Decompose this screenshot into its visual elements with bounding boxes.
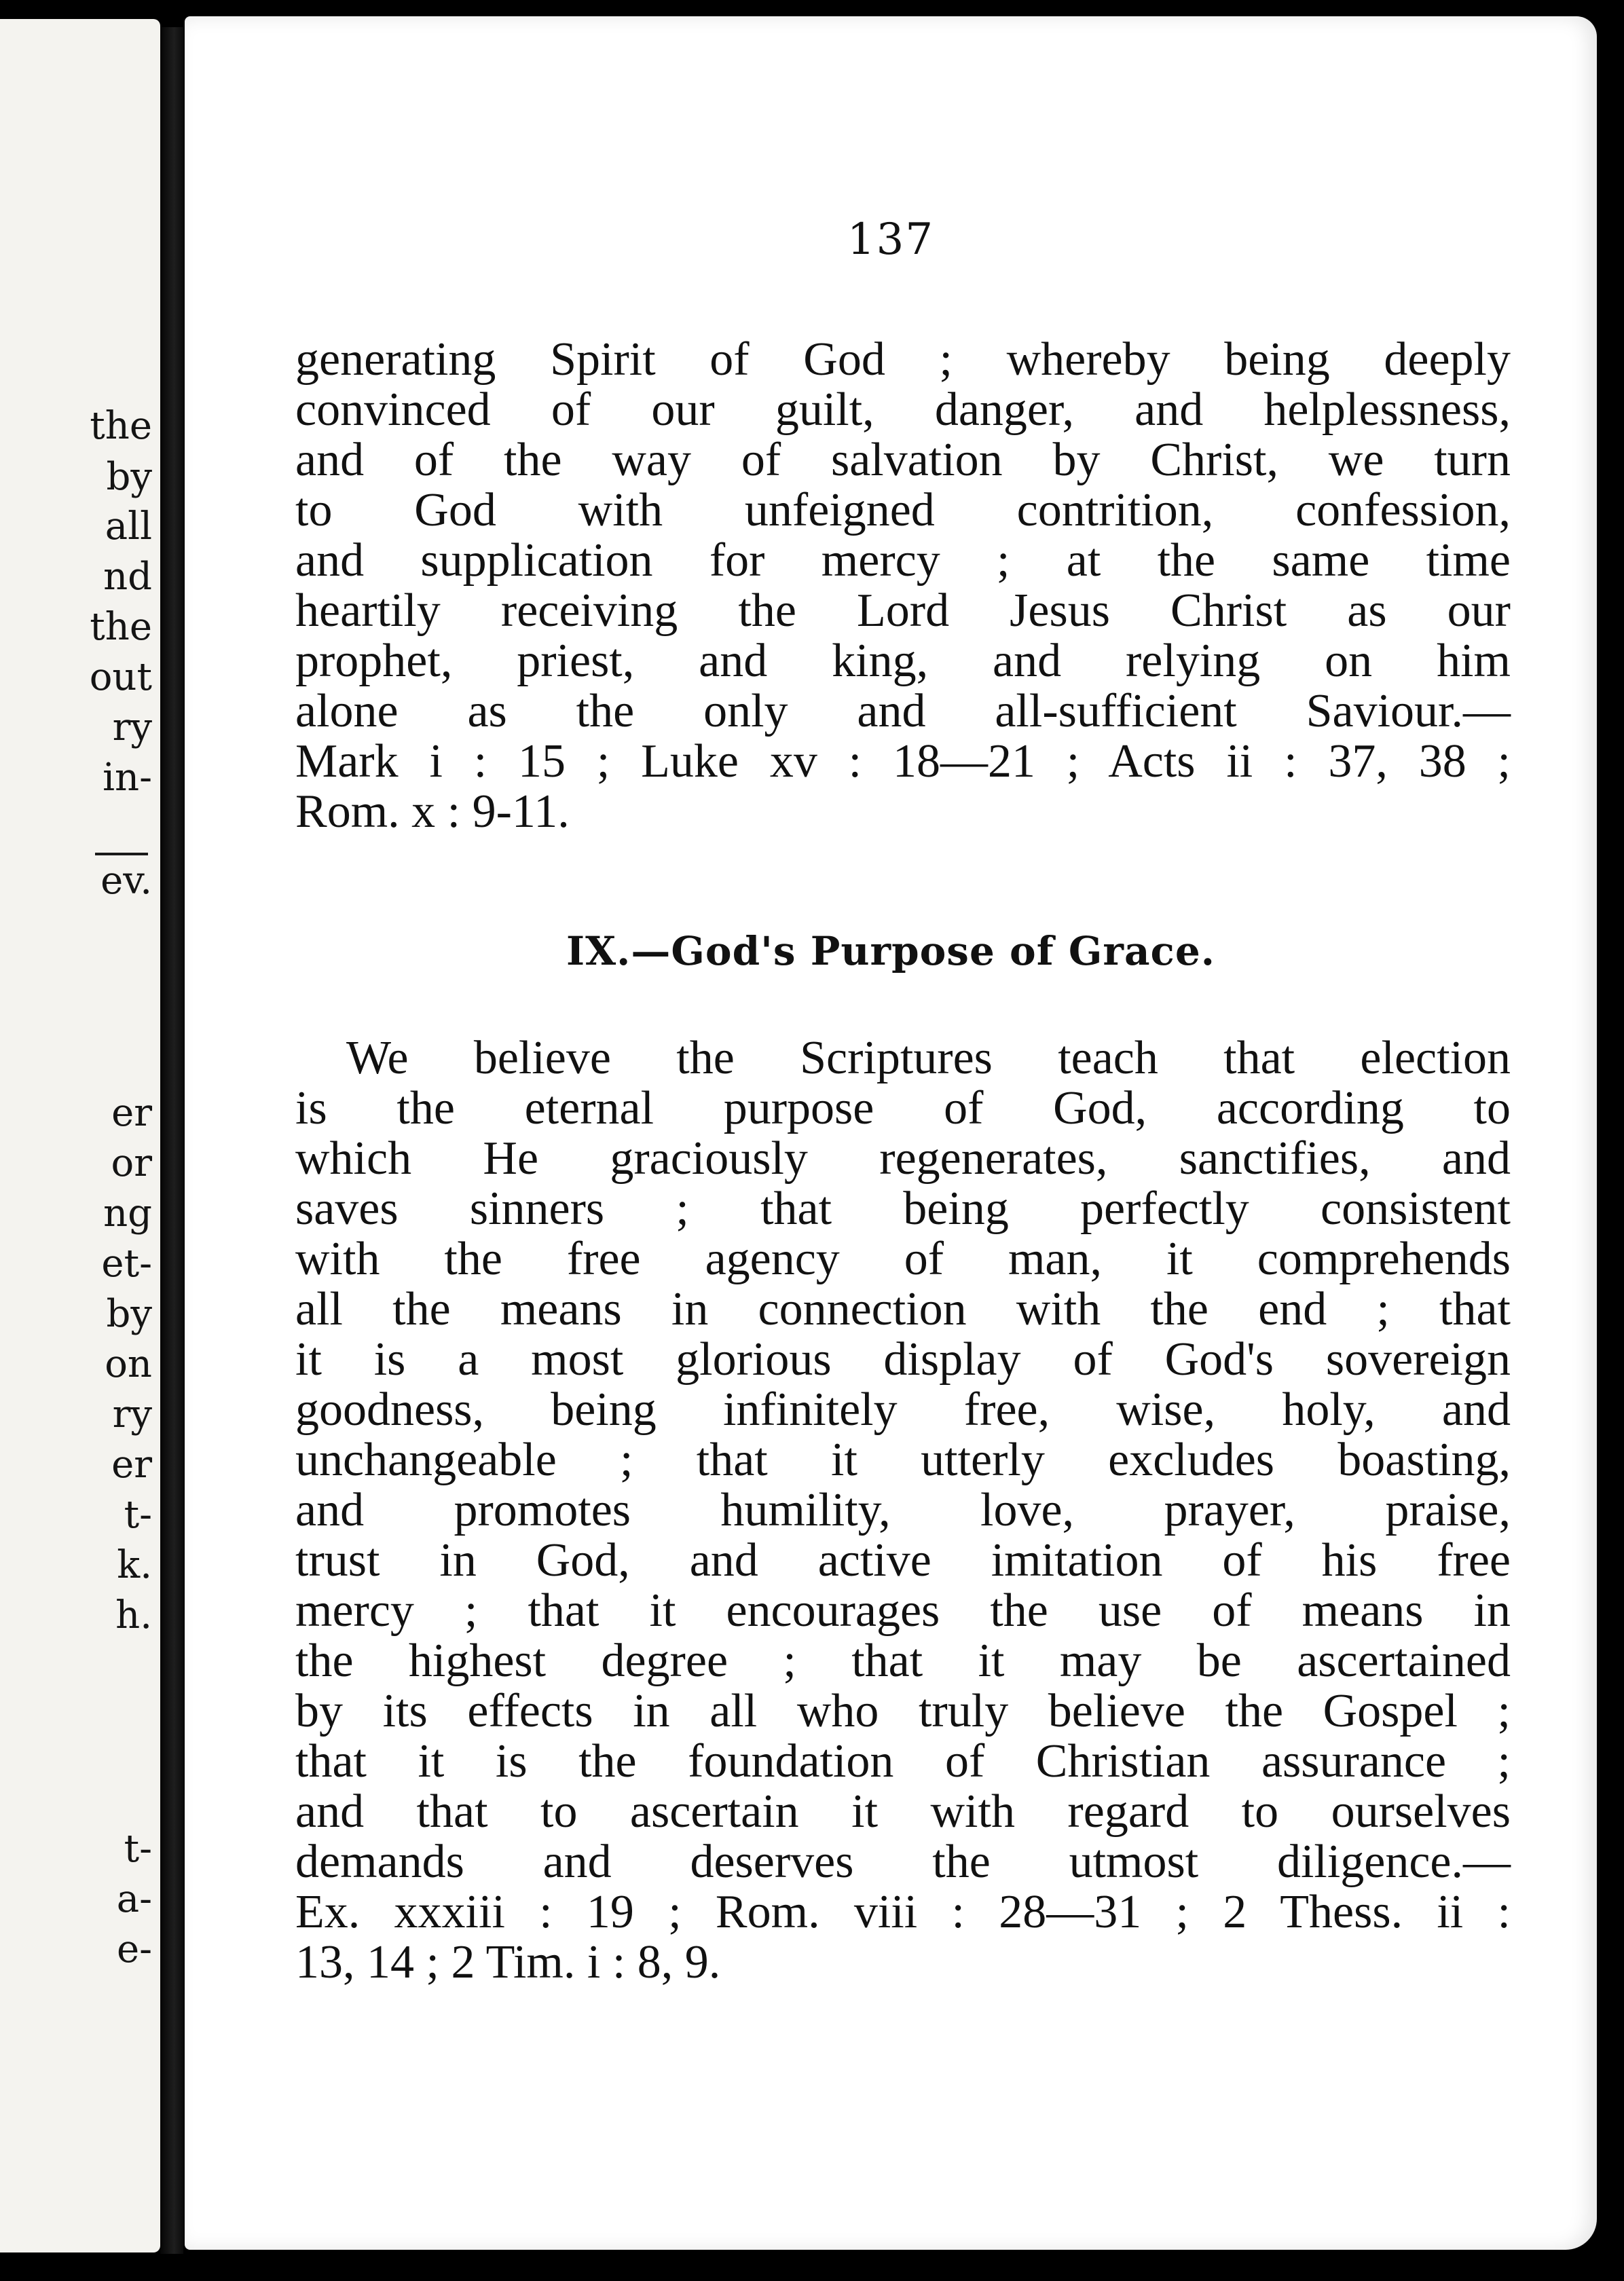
text-line: trust in God, and active imitation of his free — [295, 1534, 1511, 1587]
text-line: saves sinners ; that being perfectly consistent — [295, 1183, 1511, 1235]
left-page-fragment: k. — [117, 1543, 152, 1587]
text-line: with the free agency of man, it comprehends — [295, 1233, 1511, 1285]
text-line: Mark i : 15 ; Luke xv : 18—21 ; Acts ii : 37, 38 ; — [295, 735, 1511, 787]
text-line: alone as the only and all-sufficient Saviour.— — [295, 685, 1511, 737]
text-line: and of the way of salvation by Christ, we turn — [295, 434, 1511, 486]
text-line: 13, 14 ; 2 Tim. i : 8, 9. — [295, 1936, 721, 1988]
text-line: and that to ascertain it with regard to ourselves — [295, 1785, 1511, 1838]
text-line: and supplication for mercy ; at the same time — [295, 534, 1511, 587]
left-page-fragment: the — [90, 605, 152, 649]
text-line: heartily receiving the Lord Jesus Christ as our — [295, 585, 1511, 637]
left-page-fragment: er — [111, 1443, 152, 1487]
continuation-paragraph — [295, 335, 1511, 837]
left-page-fragment: ry — [112, 705, 152, 749]
text-line: generating Spirit of God ; whereby being deeply — [295, 333, 1511, 386]
section-heading: IX.—God's Purpose of Grace. — [566, 928, 1215, 974]
left-page-fragment: ng — [103, 1191, 152, 1236]
left-page-fragment: h. — [115, 1593, 152, 1637]
text-line: convinced of our guilt, danger, and helplessness, — [295, 384, 1511, 436]
left-page-rule — [95, 853, 148, 855]
left-page-fragment: t- — [124, 1493, 152, 1537]
left-page-fragment: by — [106, 455, 152, 499]
text-line: it is a most glorious display of God's sovereign — [295, 1333, 1511, 1386]
left-page-edge — [0, 19, 160, 2252]
text-line: to God with unfeigned contrition, confession, — [295, 484, 1511, 536]
text-line: Ex. xxxiii : 19 ; Rom. viii : 28—31 ; 2 Thess. ii : — [295, 1886, 1511, 1938]
left-page-fragment: nd — [103, 555, 152, 599]
book-gutter — [160, 27, 183, 2254]
text-line: We believe the Scriptures teach that election — [346, 1032, 1511, 1084]
text-line: Rom. x : 9-11. — [295, 785, 570, 838]
text-line: and promotes humility, love, prayer, praise, — [295, 1484, 1511, 1536]
left-page-fragment: e- — [116, 1927, 152, 1971]
left-page-fragment: out — [89, 655, 152, 699]
left-page-fragment: all — [105, 504, 152, 549]
text-line: that it is the foundation of Christian assurance ; — [295, 1735, 1511, 1787]
text-line: prophet, priest, and king, and relying on him — [295, 635, 1511, 687]
text-line: the highest degree ; that it may be ascertained — [295, 1635, 1511, 1687]
text-line: goodness, being infinitely free, wise, holy, and — [295, 1384, 1511, 1436]
left-page-fragment: ev. — [100, 859, 152, 903]
section-paragraph — [295, 1033, 1511, 1988]
left-page-fragment: the — [90, 404, 152, 448]
left-page-fragment: in- — [103, 756, 152, 800]
left-page-fragment: er — [111, 1091, 152, 1135]
left-page-fragment: by — [106, 1292, 152, 1336]
text-line: demands and deserves the utmost diligence.— — [295, 1836, 1511, 1888]
left-page-fragments — [16, 19, 152, 2252]
page — [185, 16, 1597, 2250]
page-number: 137 — [847, 215, 935, 265]
left-page-fragment: on — [105, 1342, 152, 1386]
left-page-fragment: t- — [124, 1827, 152, 1871]
left-page-fragment: et- — [101, 1242, 152, 1286]
left-page-fragment: or — [111, 1141, 152, 1185]
text-line: which He graciously regenerates, sanctifies, and — [295, 1132, 1511, 1185]
text-line: all the means in connection with the end ; that — [295, 1283, 1511, 1335]
text-line: by its effects in all who truly believe the Gospel ; — [295, 1685, 1511, 1737]
text-line: unchangeable ; that it utterly excludes boasting, — [295, 1434, 1511, 1486]
text-line: mercy ; that it encourages the use of means in — [295, 1584, 1511, 1637]
left-page-fragment: a- — [116, 1877, 152, 1921]
left-page-fragment: ry — [112, 1392, 152, 1436]
text-line: is the eternal purpose of God, according to — [295, 1082, 1511, 1134]
